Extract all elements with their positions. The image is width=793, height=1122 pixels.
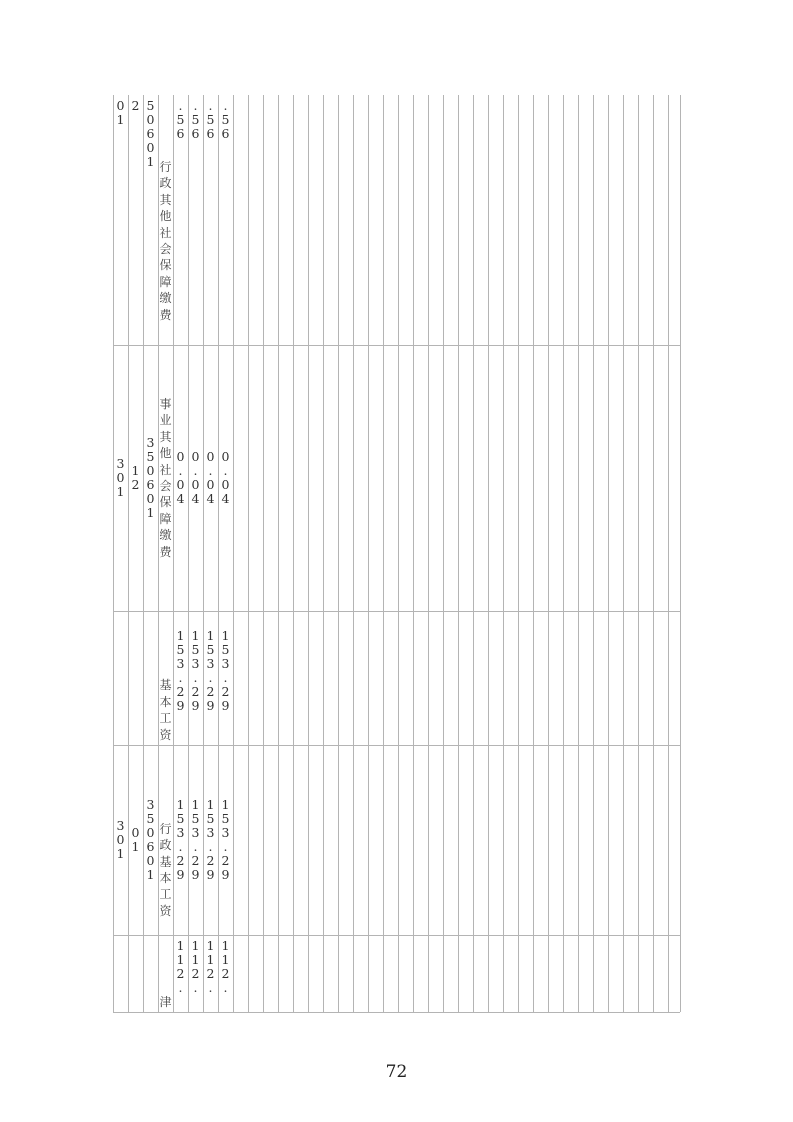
code-cell-1: 0 1 — [116, 98, 125, 127]
code-cell-2: 1 2 — [131, 463, 140, 492]
code-cell-3: 3 5 0 6 0 1 — [146, 797, 155, 882]
amount-cell: 1 5 3 . 2 9 — [206, 797, 215, 882]
amount-cell: 1 5 3 . 2 9 — [221, 628, 230, 713]
code-cell-2: 2 — [131, 98, 140, 113]
amount-cell: 1 5 3 . 2 9 — [191, 628, 200, 713]
amount-cell: 1 1 2 . — [176, 938, 185, 995]
item-name-cell: 基 本 工 资 — [159, 678, 172, 742]
amount-cell: 1 1 2 . — [206, 938, 215, 995]
item-name-cell: 行 政 其 他 社 会 保 障 缴 费 — [159, 160, 172, 322]
code-cell-3: 5 0 6 0 1 — [146, 98, 155, 169]
code-cell-1: 3 0 1 — [116, 456, 125, 499]
item-name-cell: 津 — [159, 994, 172, 1009]
page-number: 72 — [385, 1062, 408, 1082]
amount-cell: 1 5 3 . 2 9 — [206, 628, 215, 713]
code-cell-2: 0 1 — [131, 825, 140, 854]
amount-cell: . 5 6 — [221, 98, 230, 141]
amount-cell: 1 5 3 . 2 9 — [176, 797, 185, 882]
code-cell-1: 3 0 1 — [116, 818, 125, 861]
amount-cell: . 5 6 — [191, 98, 200, 141]
code-cell-3: 3 5 0 6 0 1 — [146, 435, 155, 520]
amount-cell: 0 . 0 4 — [206, 449, 215, 506]
amount-cell: 0 . 0 4 — [176, 449, 185, 506]
amount-cell: 1 5 3 . 2 9 — [191, 797, 200, 882]
amount-cell: 1 1 2 . — [191, 938, 200, 995]
amount-cell: 1 1 2 . — [221, 938, 230, 995]
item-name-cell: 事 业 其 他 社 会 保 障 缴 费 — [159, 397, 172, 559]
amount-cell: 0 . 0 4 — [221, 449, 230, 506]
amount-cell: 1 5 3 . 2 9 — [176, 628, 185, 713]
amount-cell: 0 . 0 4 — [191, 449, 200, 506]
amount-cell: 1 5 3 . 2 9 — [221, 797, 230, 882]
item-name-cell: 行 政 基 本 工 资 — [159, 821, 172, 918]
amount-cell: . 5 6 — [176, 98, 185, 141]
amount-cell: . 5 6 — [206, 98, 215, 141]
